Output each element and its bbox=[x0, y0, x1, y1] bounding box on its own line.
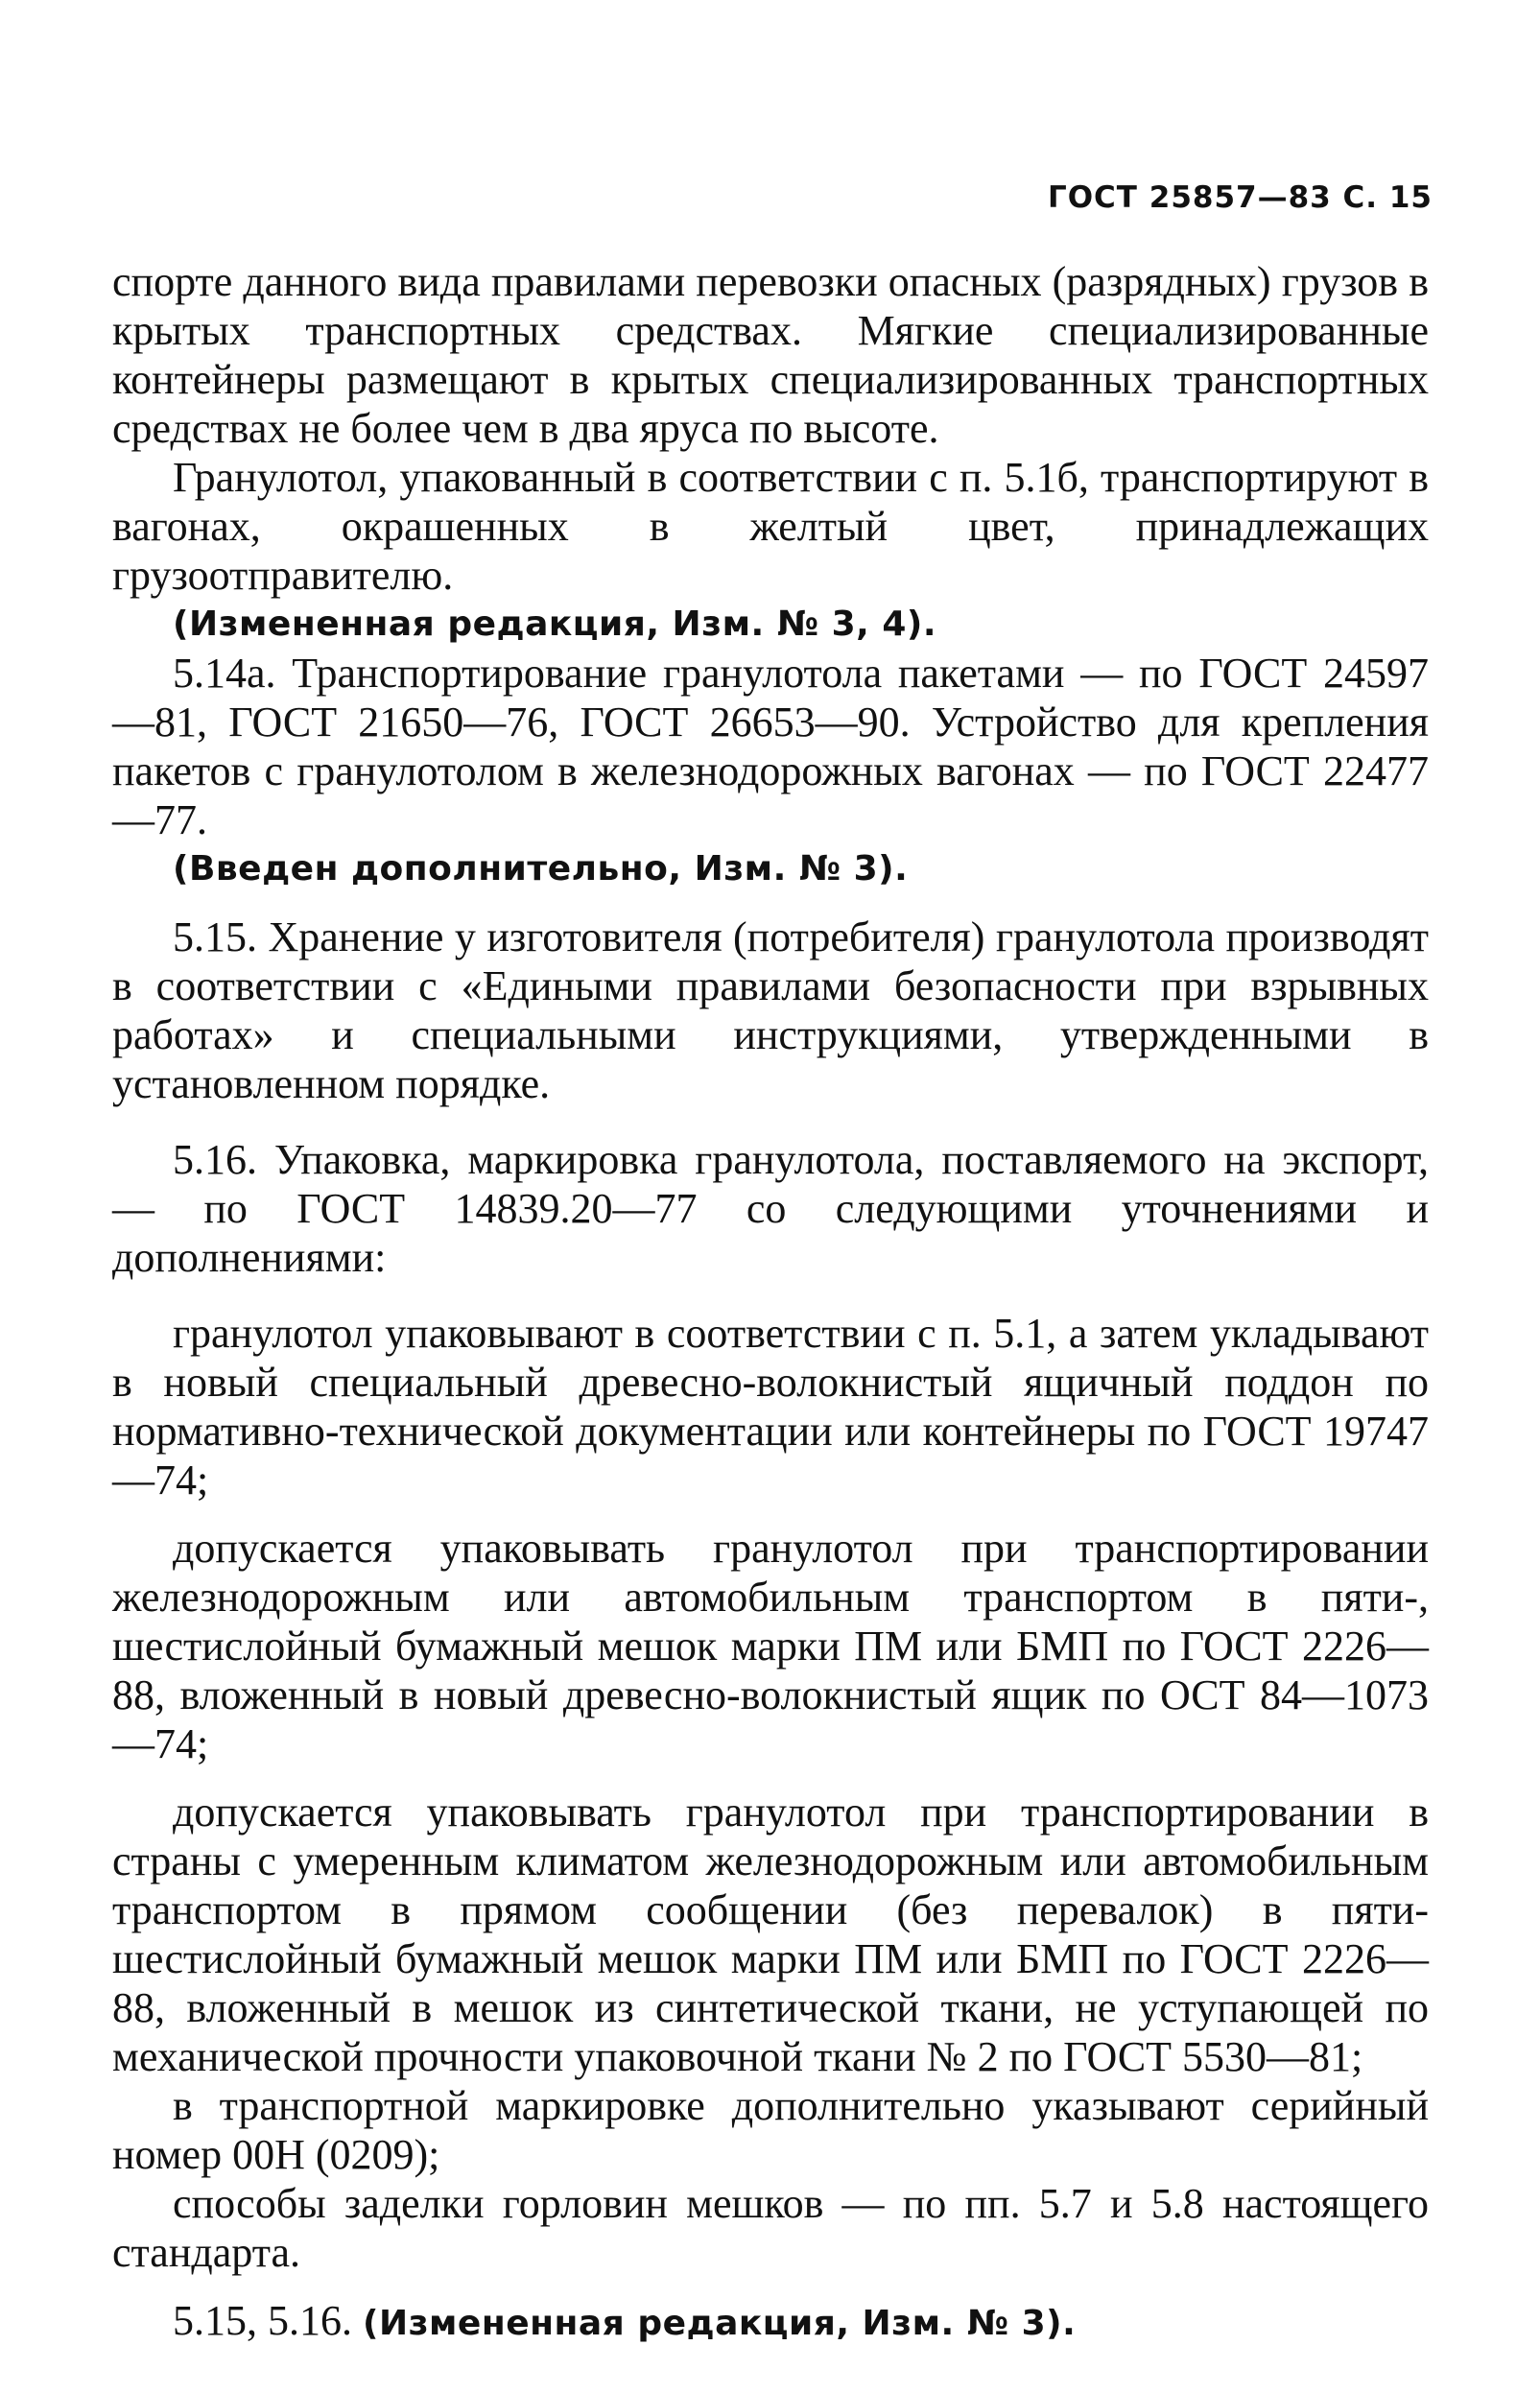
paragraph-granulotol-transport: Гранулотол, упакованный в соответствии с п. 5.1б, транспортируют в вагонах, окрашенных в желтый цвет, принадлежащих грузоотправителю. bbox=[112, 454, 1429, 599]
list-item: в транспортной маркировке дополнительно указывают серийный номер 00Н (0209); bbox=[112, 2082, 1429, 2178]
list-item: гранулотол упаковывают в соответствии с п. 5.1, а затем укладывают в новый специальный древесно-волокнистый ящичный поддон по нормативно-технической документации или контейнеры по ГОСТ 19747—74; bbox=[112, 1310, 1429, 1504]
amendment-note: (Введен дополнительно, Изм. № 3). bbox=[173, 849, 909, 888]
paragraph-continuation: спорте данного вида правилами перевозки опасных (разрядных) грузов в крытых транспортных средствах. Мягкие специализированные контейнеры размещают в крытых специализированных транспортных средствах не более чем в два яруса по высоте. bbox=[112, 258, 1429, 452]
list-item: способы заделки горловин мешков — по пп. 5.7 и 5.8 настоящего стандарта. bbox=[112, 2180, 1429, 2276]
amendment-note: (Измененная редакция, Изм. № 3, 4). bbox=[173, 604, 936, 644]
final-note-prefix: 5.15, 5.16. bbox=[173, 2297, 363, 2344]
document-body bbox=[112, 257, 1429, 2348]
page-header: ГОСТ 25857—83 С. 15 bbox=[1047, 180, 1433, 215]
paragraph-5-15: 5.15. Хранение у изготовителя (потребителя) гранулотола производят в соответствии с «Едиными правилами безопасности при взрывных работах» и специальными инструкциями, утвержденными в установленном порядке. bbox=[112, 913, 1429, 1107]
paragraph-5-14a: 5.14а. Транспортирование гранулотола пакетами — по ГОСТ 24597—81, ГОСТ 21650—76, ГОСТ 26653—90. Устройство для крепления пакетов с гранулотолом в железнодорожных вагонах — по ГОСТ 22477—77. bbox=[112, 650, 1429, 843]
paragraph-5-16: 5.16. Упаковка, маркировка гранулотола, поставляемого на экспорт, — по ГОСТ 14839.20—77 со следующими уточнениями и дополнениями: bbox=[112, 1136, 1429, 1281]
final-note-bold: (Измененная редакция, Изм. № 3). bbox=[363, 2304, 1077, 2343]
list-item: допускается упаковывать гранулотол при транспортировании в страны с умеренным климатом железнодорожным или автомобильным транспортом в прямом сообщении (без перевалок) в пяти- шестислойный бумажный мешок марки ПМ или БМП по ГОСТ 2226—88, вложенный в мешок из синтетической ткани, не уступающей по механической прочности упаковочной ткани № 2 по ГОСТ 5530—81; bbox=[112, 1789, 1429, 2080]
list-item: допускается упаковывать гранулотол при транспортировании железнодорожным или автомобильным транспортом в пяти-, шестислойный бумажный мешок марки ПМ или БМП по ГОСТ 2226—88, вложенный в новый древесно-волокнистый ящик по ОСТ 84—1073—74; bbox=[112, 1525, 1429, 1767]
final-amendment-note bbox=[112, 2296, 1429, 2348]
